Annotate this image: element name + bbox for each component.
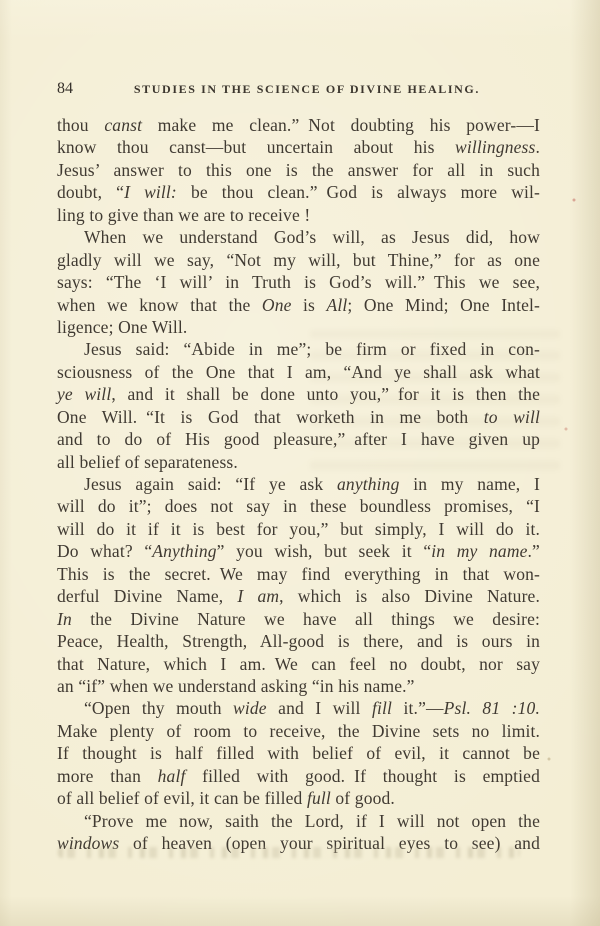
text-line <box>57 810 540 832</box>
italic-text: canst <box>104 115 143 135</box>
italic-text: fill <box>372 698 393 719</box>
italic-text: Anything <box>152 541 217 562</box>
text-segment: .” <box>527 541 540 562</box>
text-line <box>57 383 540 405</box>
text-segment: doubt, “ <box>57 182 125 203</box>
text-line <box>57 249 540 271</box>
text-segment: will do it”; does not say in these boundless promises, “I <box>57 496 540 517</box>
text-segment: Jesus’ answer to this one is the answer for all in such <box>57 159 540 180</box>
text-line <box>57 787 540 809</box>
italic-text: ye will <box>57 384 112 405</box>
text-line <box>57 226 540 248</box>
text-segment: in my name, I <box>399 474 540 494</box>
text-line <box>57 585 540 607</box>
text-line <box>57 742 540 764</box>
italic-text: One <box>261 294 292 315</box>
text-line <box>57 428 540 450</box>
text-segment: When we understand God’s will, as Jesus did, how <box>84 227 540 248</box>
text-segment: Make plenty of room to receive, the Divine sets no limit. <box>57 720 540 741</box>
text-segment: Do what? “ <box>57 541 153 562</box>
text-segment: is <box>291 294 327 315</box>
text-segment: an “if” when we understand asking “in his name.” <box>57 675 415 696</box>
text-line <box>57 765 540 787</box>
text-segment: make me clean.” Not doubting his power-—I <box>142 115 540 135</box>
page-number: 84 <box>57 80 73 97</box>
text-segment: know thou canst—but uncertain about his <box>57 137 456 158</box>
bleed-through-text <box>58 847 520 858</box>
text-segment: all belief of separateness. <box>57 451 238 472</box>
text-segment: This is the secret. We may find everything in that won- <box>57 563 540 584</box>
text-segment: sciousness of the One that I am, “And ye shall ask what <box>57 361 540 382</box>
text-line <box>57 316 540 338</box>
text-segment: of good. <box>330 788 395 809</box>
text-line <box>57 361 540 383</box>
italic-text: anything <box>337 474 400 494</box>
italic-text: I am <box>237 586 280 607</box>
text-segment: Jesus again said: “If ye ask <box>84 474 338 494</box>
text-line <box>57 338 540 360</box>
italic-text: In <box>57 608 72 629</box>
italic-text: in my name <box>431 541 528 562</box>
text-segment: more than <box>57 765 158 786</box>
text-line <box>57 495 540 517</box>
text-segment: says: “The ‘I will’ in Truth is God’s will.” This we see, <box>57 272 540 293</box>
text-segment: thou <box>57 115 105 135</box>
italic-text: Psl. 81 :10. <box>443 698 540 719</box>
text-line <box>57 271 540 293</box>
text-line <box>57 294 540 316</box>
italic-text: half <box>157 765 186 786</box>
text-line <box>57 630 540 652</box>
text-segment: the Divine Nature we have all things we desire: <box>71 608 540 629</box>
text-line <box>57 608 540 630</box>
text-segment: ” you wish, but seek it “ <box>216 541 432 562</box>
italic-text: I will: <box>124 182 177 203</box>
text-line <box>57 181 540 203</box>
text-segment: filled with good. If thought is emptied <box>185 765 541 786</box>
italic-text: to will <box>483 406 541 427</box>
text-segment: will do it if it is best for you,” but simply, I will do it. <box>57 518 540 539</box>
text-line <box>57 540 540 562</box>
text-segment: when we know that the <box>57 294 262 315</box>
text-segment: it.”— <box>392 698 444 719</box>
text-segment: ling to give than we are to receive ! <box>57 204 311 225</box>
text-segment: of heaven (open your spiritual eyes to see) and <box>119 833 540 853</box>
text-line <box>57 653 540 675</box>
text-segment: “Prove me now, saith the Lord, if I will not open the <box>84 810 540 831</box>
text-line <box>57 675 540 697</box>
text-segment: . <box>535 137 540 158</box>
text-segment: ; One Mind; One Intel- <box>347 294 540 315</box>
text-segment: derful Divine Name, <box>57 586 238 607</box>
text-line <box>57 204 540 226</box>
text-segment: that Nature, which I am. We can feel no doubt, nor say <box>57 653 540 674</box>
text-segment: Jesus said: “Abide in me”; be firm or fixed in con- <box>84 339 540 360</box>
text-line <box>57 159 540 181</box>
page-header <box>0 78 600 100</box>
text-line <box>57 518 540 540</box>
text-line <box>57 406 540 428</box>
text-line <box>57 136 540 158</box>
text-segment: be thou clean.” God is always more wil- <box>176 182 540 203</box>
italic-text: windows <box>57 833 120 853</box>
body-text <box>57 114 540 854</box>
italic-text: All <box>326 294 348 315</box>
text-segment: One Will. “It is God that worketh in me both <box>57 406 484 427</box>
text-line <box>57 720 540 742</box>
text-line <box>57 473 540 495</box>
text-line <box>57 697 540 719</box>
italic-text: willingness <box>455 137 536 158</box>
text-segment: Peace, Health, Strength, All-good is there, and is ours in <box>57 631 540 652</box>
paper-specks <box>0 0 2 2</box>
text-line <box>57 114 540 136</box>
running-head: STUDIES IN THE SCIENCE OF DIVINE HEALING. <box>133 82 480 96</box>
text-segment: If thought is half filled with belief of evil, it cannot be <box>57 743 540 764</box>
text-segment: and to do of His good pleasure,” after I have given up <box>57 429 540 450</box>
text-segment: , and it shall be done unto you,” for it is then the <box>111 384 541 405</box>
text-segment: gladly will we say, “Not my will, but Thine,” for as one <box>57 249 540 270</box>
italic-text: wide <box>233 698 267 719</box>
text-segment: ligence; One Will. <box>57 316 188 337</box>
text-line <box>57 563 540 585</box>
text-segment: , which is also Divine Nature. <box>279 586 540 607</box>
text-segment: of all belief of evil, it can be filled <box>57 788 307 809</box>
text-line <box>57 451 540 473</box>
italic-text: full <box>306 788 331 809</box>
text-segment: “Open thy mouth <box>84 698 234 719</box>
text-segment: and I will <box>266 698 373 719</box>
